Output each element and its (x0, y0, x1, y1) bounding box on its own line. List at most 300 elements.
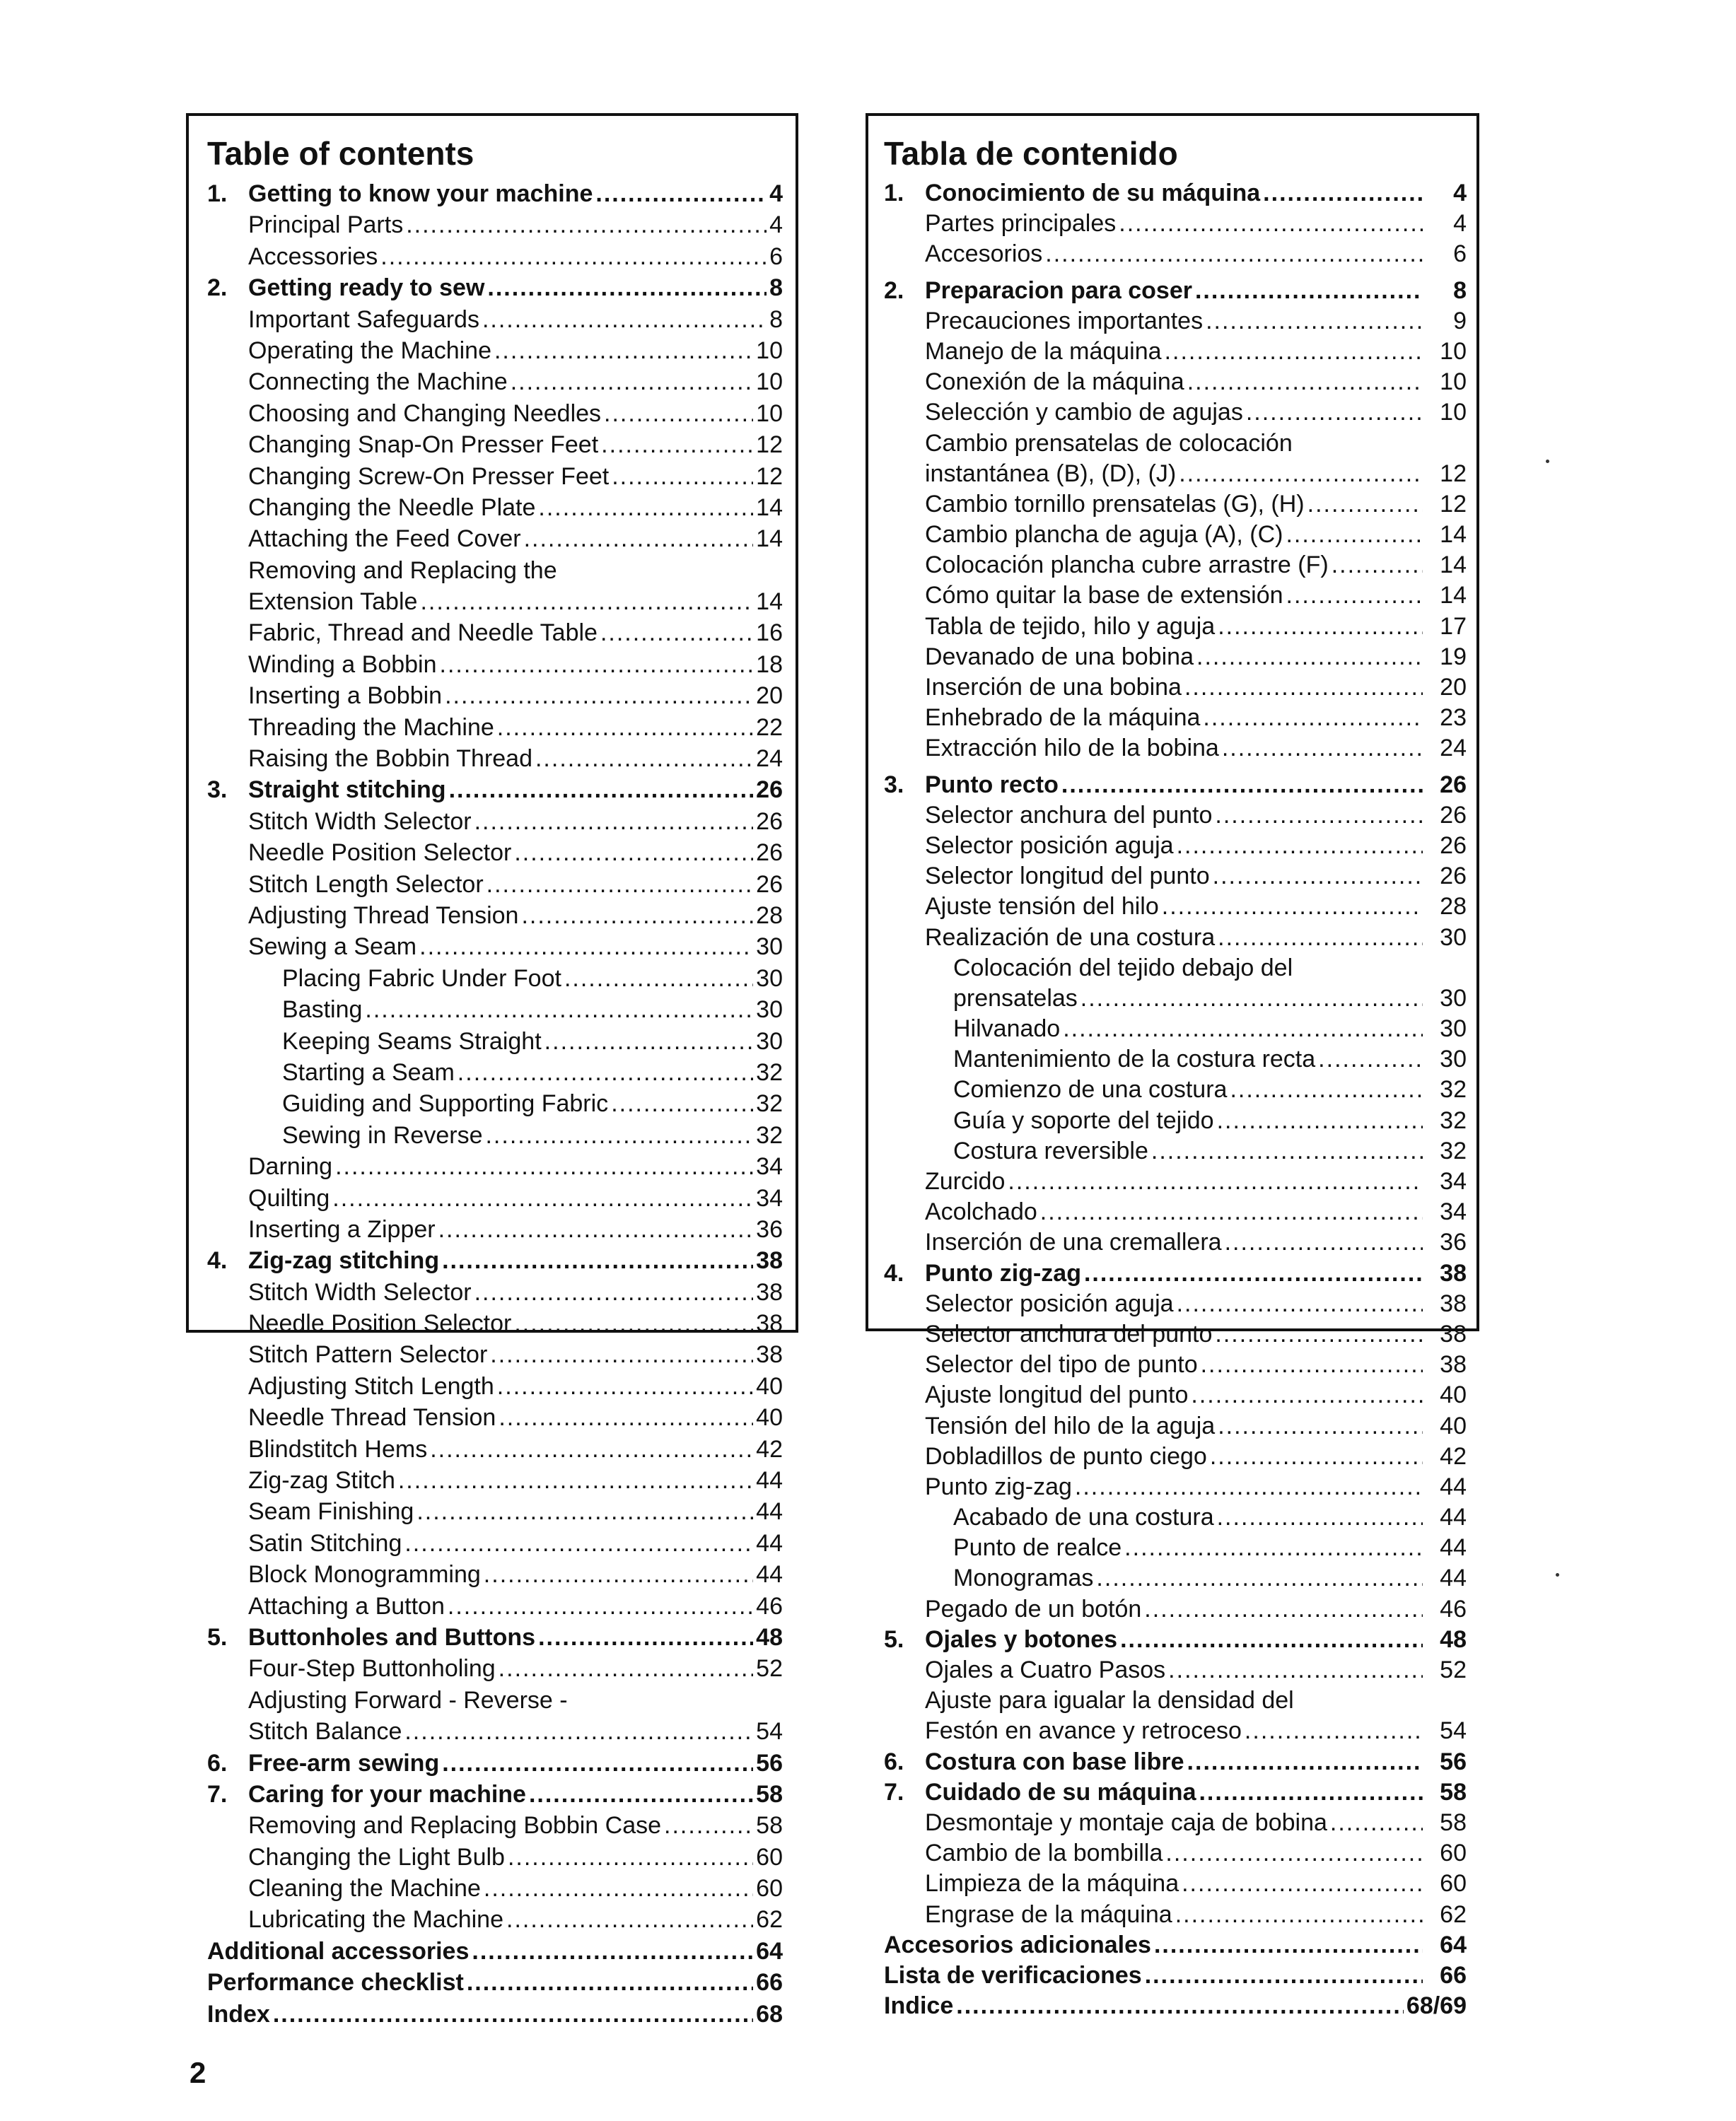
toc-entry-page: 60 (756, 1875, 783, 1903)
toc-entry-page: 58 (1440, 1809, 1467, 1836)
dot-leader (1246, 397, 1423, 428)
toc-entry (207, 712, 783, 743)
dot-leader (1165, 1838, 1423, 1869)
toc-entry (207, 743, 783, 774)
toc-entry-page: 60 (756, 1843, 783, 1871)
dot-leader (611, 1088, 753, 1119)
dot-leader (487, 272, 767, 303)
toc-entry-label: Winding a Bobbin (248, 650, 437, 678)
toc-entry-number: 3. (884, 771, 904, 798)
speck-mark (1556, 1573, 1559, 1577)
dot-leader (404, 1716, 753, 1747)
toc-entry-label: Cleaning the Machine (248, 1875, 481, 1903)
dot-leader (508, 1842, 753, 1873)
toc-entry (884, 1533, 1467, 1563)
toc-entry (884, 983, 1467, 1014)
toc-entry (207, 1183, 783, 1214)
dot-leader (404, 1528, 753, 1559)
toc-entry (207, 963, 783, 994)
dot-leader (438, 1214, 754, 1245)
toc-entry-label: Punto recto (925, 771, 1059, 798)
toc-entry-page: 38 (756, 1247, 783, 1275)
dot-leader (524, 523, 754, 554)
dot-leader (335, 1151, 753, 1182)
toc-entry-page: 52 (1440, 1657, 1467, 1683)
toc-entry-page: 26 (1440, 771, 1467, 798)
toc-section-entry (207, 178, 783, 209)
toc-entry-page: 28 (756, 901, 783, 929)
toc-entry-page: 38 (756, 1310, 783, 1338)
toc-section-entry (207, 1967, 783, 1998)
toc-entry-page: 60 (1440, 1840, 1467, 1867)
toc-entry-page: 30 (756, 964, 783, 992)
toc-entry-page: 44 (1440, 1565, 1467, 1592)
dot-leader (1330, 1808, 1423, 1838)
toc-entry-label: Placing Fabric Under Foot (282, 964, 561, 992)
toc-entry-page: 20 (1440, 674, 1467, 701)
toc-entry-page: 56 (1440, 1748, 1467, 1775)
toc-section-entry (207, 1779, 783, 1810)
toc-entry-label: Changing the Needle Plate (248, 493, 536, 521)
toc-entry-label: Selector posición aguja (925, 831, 1174, 859)
toc-entry-label: Principal Parts (248, 211, 404, 239)
toc-entry (207, 649, 783, 680)
toc-entry-label: Getting to know your machine (248, 180, 593, 207)
toc-entry (884, 337, 1467, 367)
dot-leader (538, 492, 753, 523)
toc-entry-label: Zig-zag stitching (248, 1247, 440, 1275)
toc-entry-page: 44 (1440, 1534, 1467, 1562)
toc-entry (884, 1563, 1467, 1594)
toc-section-entry (884, 1747, 1467, 1777)
toc-entry-number: 6. (207, 1749, 228, 1777)
toc-entry (207, 994, 783, 1025)
dot-leader (1230, 1075, 1423, 1105)
toc-entry (207, 1371, 783, 1402)
toc-entry-page: 32 (1440, 1076, 1467, 1104)
toc-entry-label: Dobladillos de punto ciego (925, 1442, 1207, 1470)
toc-entry-label: Lista de verificaciones (884, 1961, 1142, 1989)
dot-leader (406, 209, 767, 240)
toc-entry-page: 9 (1453, 307, 1467, 334)
dot-leader (442, 1748, 753, 1779)
toc-entry (207, 1591, 783, 1622)
toc-entry (884, 1106, 1467, 1136)
toc-section-entry (207, 1936, 783, 1967)
dot-leader (474, 1277, 754, 1308)
toc-entry (207, 1465, 783, 1496)
toc-entry-label: Buttonholes and Buttons (248, 1623, 536, 1651)
toc-entry-label: Free-arm sewing (248, 1749, 440, 1777)
toc-section-entry (884, 178, 1467, 209)
toc-entry-label: Comienzo de una costura (953, 1076, 1228, 1104)
toc-entry (884, 367, 1467, 397)
dot-leader (416, 1496, 753, 1527)
dot-leader (544, 1026, 754, 1057)
toc-entry-label: Caring for your machine (248, 1780, 526, 1808)
dot-leader (273, 1999, 753, 2030)
toc-entry-page: 38 (1440, 1351, 1467, 1379)
toc-entry (207, 1151, 783, 1182)
dot-leader (419, 931, 753, 962)
toc-entry-label: Punto zig-zag (925, 1473, 1072, 1500)
toc-entry-label: Removing and Replacing Bobbin Case (248, 1812, 662, 1840)
dot-leader (1215, 1319, 1423, 1350)
toc-entry-page: 54 (756, 1718, 783, 1746)
toc-entry-page: 26 (1440, 801, 1467, 829)
toc-entry-page: 23 (1440, 704, 1467, 732)
dot-leader (506, 1904, 753, 1935)
toc-entry-page: 10 (756, 368, 783, 396)
dot-leader (1245, 1716, 1423, 1746)
toc-entry-label: Additional accessories (207, 1937, 470, 1965)
toc-entry (884, 306, 1467, 337)
toc-entry (884, 1685, 1467, 1716)
toc-entry-label: Starting a Seam (282, 1058, 455, 1086)
toc-entry-number: 2. (884, 276, 904, 304)
dot-leader (1332, 550, 1423, 580)
toc-entry-label: Attaching the Feed Cover (248, 525, 521, 553)
toc-entry-page: 58 (756, 1812, 783, 1840)
toc-section-entry (207, 1622, 783, 1653)
dot-leader (1184, 672, 1423, 703)
toc-entry (884, 1227, 1467, 1258)
toc-entry-page: 36 (756, 1215, 783, 1243)
dot-leader (956, 1991, 1404, 2021)
toc-entry-label: Changing Snap-On Presser Feet (248, 431, 599, 459)
toc-entry-label: Acabado de una costura (953, 1504, 1214, 1531)
toc-entry-label: Sewing a Seam (248, 933, 417, 961)
dot-leader (1040, 1197, 1423, 1227)
toc-entry (884, 428, 1467, 459)
toc-entry-label: Blindstitch Hems (248, 1435, 428, 1463)
toc-list-spanish (884, 178, 1467, 2021)
toc-entry (207, 1842, 783, 1873)
toc-entry (207, 523, 783, 554)
dot-leader (482, 304, 767, 335)
toc-entry-label: Punto de realce (953, 1534, 1122, 1562)
toc-entry-label: Stitch Pattern Selector (248, 1341, 488, 1369)
toc-entry-label: Changing Screw-On Presser Feet (248, 462, 610, 490)
toc-entry-label: Block Monogramming (248, 1561, 481, 1589)
dot-leader (1218, 612, 1423, 642)
toc-entry-label: Cambio de la bombilla (925, 1840, 1163, 1867)
dot-leader (484, 1559, 753, 1590)
dot-leader (449, 774, 754, 805)
toc-entry-number: 1. (884, 180, 904, 206)
toc-entry-number: 7. (884, 1778, 904, 1806)
toc-entry-page: 19 (1440, 643, 1467, 670)
toc-entry-label: Stitch Length Selector (248, 870, 484, 898)
toc-entry (207, 806, 783, 837)
toc-entry-label: Acolchado (925, 1198, 1037, 1226)
toc-entry-label: Ajuste longitud del punto (925, 1381, 1189, 1409)
dot-leader (490, 1339, 753, 1370)
toc-entry-label: Basting (282, 996, 363, 1024)
toc-entry-page: 6 (769, 243, 783, 270)
toc-entry-label: Guía y soporte del tejido (953, 1106, 1214, 1134)
toc-entry-number: 5. (207, 1623, 228, 1651)
toc-entry-page: 46 (1440, 1595, 1467, 1623)
toc-entry (884, 459, 1467, 489)
toc-entry-page: 10 (1440, 368, 1467, 396)
toc-entry (884, 1044, 1467, 1075)
dot-leader (1210, 1442, 1423, 1472)
toc-entry-page: 58 (1440, 1778, 1467, 1806)
toc-entry-page: 34 (1440, 1198, 1467, 1226)
toc-entry-page: 62 (1440, 1900, 1467, 1928)
toc-entry-label: Tensión del hilo de la aguja (925, 1412, 1216, 1439)
toc-entry-label: Punto zig-zag (925, 1259, 1081, 1287)
toc-entry-page: 40 (756, 1372, 783, 1400)
dot-leader (1263, 178, 1423, 209)
toc-entry (884, 209, 1467, 239)
toc-entry-page: 34 (756, 1153, 783, 1181)
dot-leader (484, 1873, 753, 1904)
toc-entry-label: Inserción de una bobina (925, 674, 1182, 701)
toc-entry-page: 44 (756, 1529, 783, 1557)
toc-entry-label: Accesorios adicionales (884, 1931, 1151, 1958)
toc-entry-label: Stitch Width Selector (248, 807, 472, 835)
dot-leader (595, 178, 767, 209)
dot-leader (1217, 1502, 1423, 1533)
toc-entry (884, 550, 1467, 580)
dot-leader (445, 680, 753, 711)
toc-entry (884, 1167, 1467, 1197)
toc-entry-label: Selección y cambio de agujas (925, 399, 1243, 426)
toc-entry-label: Straight stitching (248, 776, 446, 804)
dot-leader (1045, 239, 1423, 269)
toc-entry (884, 923, 1467, 953)
toc-entry-page: 64 (1440, 1931, 1467, 1958)
toc-entry-label: Choosing and Changing Needles (248, 399, 602, 427)
dot-leader (529, 1779, 753, 1810)
toc-entry (884, 1808, 1467, 1838)
toc-entry (884, 1289, 1467, 1319)
toc-entry-page: 32 (756, 1121, 783, 1149)
toc-section-entry (884, 1258, 1467, 1289)
toc-entry (884, 397, 1467, 428)
toc-entry-label: Adjusting Thread Tension (248, 901, 519, 929)
dot-leader (1213, 861, 1423, 892)
toc-entry (207, 900, 783, 931)
toc-entry-label: Needle Position Selector (248, 839, 512, 867)
toc-entry-page: 38 (1440, 1320, 1467, 1348)
toc-entry (207, 1496, 783, 1527)
toc-entry-label: Limpieza de la máquina (925, 1870, 1179, 1898)
toc-entry-page: 26 (756, 807, 783, 835)
toc-entry (884, 1594, 1467, 1625)
toc-entry-page: 44 (1440, 1473, 1467, 1500)
toc-entry (884, 1075, 1467, 1105)
toc-entry-label: Index (207, 2000, 270, 2028)
toc-entry-page: 34 (1440, 1168, 1467, 1195)
toc-entry-page: 8 (769, 274, 783, 302)
dot-leader (430, 1434, 753, 1465)
toc-entry-label: Fabric, Thread and Needle Table (248, 619, 598, 647)
dot-leader (1179, 459, 1423, 489)
toc-entry-page: 8 (1453, 276, 1467, 304)
toc-section-entry (207, 1748, 783, 1779)
toc-entry-label: Devanado de una bobina (925, 643, 1194, 670)
toc-entry-page: 38 (1440, 1290, 1467, 1317)
toc-entry-number: 5. (884, 1625, 904, 1653)
toc-entry-label: Colocación plancha cubre arrastre (F) (925, 551, 1329, 579)
toc-entry (207, 1308, 783, 1339)
toc-entry-label: Selector anchura del punto (925, 801, 1213, 829)
toc-entry (884, 1472, 1467, 1502)
toc-entry-number: 6. (884, 1748, 904, 1775)
toc-entry-label: Four-Step Buttonholing (248, 1655, 496, 1683)
toc-entry-page: 10 (1440, 337, 1467, 365)
dot-leader (612, 461, 753, 492)
dot-leader (604, 398, 753, 429)
toc-list-english (207, 178, 783, 2030)
dot-leader (1196, 642, 1423, 672)
toc-entry-page: 66 (756, 1969, 783, 1997)
toc-entry (207, 492, 783, 523)
toc-entry (884, 1502, 1467, 1533)
dot-leader (1120, 1625, 1423, 1655)
toc-entry-page: 32 (756, 1090, 783, 1118)
toc-entry (207, 366, 783, 397)
toc-entry (884, 1442, 1467, 1472)
dot-leader (1203, 703, 1423, 733)
toc-entry-page: 30 (756, 996, 783, 1024)
toc-entry (884, 520, 1467, 550)
toc-entry (884, 672, 1467, 703)
toc-entry-number: 1. (207, 180, 228, 207)
toc-entry (207, 1528, 783, 1559)
dot-leader (1145, 1961, 1423, 1991)
dot-leader (1175, 1900, 1423, 1930)
dot-leader (1080, 983, 1423, 1014)
toc-entry-page: 4 (769, 211, 783, 239)
toc-entry (207, 304, 783, 335)
toc-entry-label: Stitch Balance (248, 1718, 402, 1746)
toc-entry-page: 38 (1440, 1259, 1467, 1287)
toc-entry (207, 586, 783, 617)
toc-entry-page: 32 (756, 1058, 783, 1086)
dot-leader (497, 1371, 753, 1402)
toc-entry-label: Performance checklist (207, 1969, 464, 1997)
dot-leader (1084, 1258, 1423, 1289)
toc-entry-page: 42 (756, 1435, 783, 1463)
toc-entry-label: Desmontaje y montaje caja de bobina (925, 1809, 1327, 1836)
toc-entry-page: 40 (1440, 1412, 1467, 1439)
toc-entry-page: 38 (756, 1278, 783, 1306)
toc-entry (207, 1339, 783, 1370)
toc-entry-page: 10 (756, 399, 783, 427)
toc-entry-label: Pegado de un botón (925, 1595, 1142, 1623)
toc-entry-page: 10 (756, 337, 783, 364)
toc-entry (884, 861, 1467, 892)
toc-section-entry (207, 1245, 783, 1276)
toc-entry-label: instantánea (B), (D), (J) (925, 460, 1177, 487)
dot-leader (1008, 1167, 1423, 1197)
toc-entry (207, 1873, 783, 1904)
toc-entry-label: Getting ready to sew (248, 274, 485, 302)
toc-entry (884, 1350, 1467, 1380)
toc-entry-label: Precauciones importantes (925, 307, 1204, 334)
toc-entry-page: 68 (756, 2000, 783, 2028)
toc-section-entry (884, 770, 1467, 800)
toc-entry-page: 38 (756, 1341, 783, 1369)
speck-mark (1546, 460, 1549, 463)
dot-leader (487, 869, 754, 900)
toc-entry-label: Manejo de la máquina (925, 337, 1162, 365)
toc-entry-label: Stitch Width Selector (248, 1278, 472, 1306)
dot-leader (1063, 1014, 1423, 1044)
toc-entry (884, 831, 1467, 861)
toc-entry-page: 48 (1440, 1625, 1467, 1653)
dot-leader (521, 900, 753, 931)
toc-entry-page: 42 (1440, 1442, 1467, 1470)
toc-entry (207, 1904, 783, 1935)
dot-leader (499, 1402, 753, 1433)
toc-entry-label: Festón en avance y retroceso (925, 1717, 1242, 1745)
toc-entry (207, 461, 783, 492)
toc-entry (207, 1810, 783, 1841)
toc-entry-label: Raising the Bobbin Thread (248, 745, 532, 773)
dot-leader (1218, 923, 1423, 953)
dot-leader (467, 1967, 753, 1998)
toc-entry (884, 1655, 1467, 1685)
toc-entry-page: 56 (756, 1749, 783, 1777)
toc-entry-page: 20 (756, 682, 783, 710)
toc-entry (207, 209, 783, 240)
toc-entry-label: Ojales y botones (925, 1625, 1118, 1653)
toc-entry-page: 12 (756, 431, 783, 459)
toc-title-spanish: Tabla de contenido (884, 135, 1178, 172)
toc-entry-page: 68/69 (1406, 1992, 1467, 2020)
toc-entry-label: Enhebrado de la máquina (925, 704, 1201, 732)
toc-section-entry (884, 1930, 1467, 1961)
toc-entry-label: Inserción de una cremallera (925, 1229, 1222, 1256)
toc-entry-page: 30 (1440, 1015, 1467, 1043)
toc-entry-page: 24 (1440, 735, 1467, 762)
toc-entry-page: 4 (1453, 210, 1467, 238)
toc-entry-page: 64 (756, 1937, 783, 1965)
toc-entry-page: 46 (756, 1592, 783, 1620)
toc-entry-label: Monogramas (953, 1565, 1094, 1592)
toc-entry-page: 30 (1440, 984, 1467, 1012)
toc-entry-label: Selector del tipo de punto (925, 1351, 1198, 1379)
toc-entry (207, 1685, 783, 1716)
toc-entry (207, 1057, 783, 1088)
toc-entry (884, 642, 1467, 672)
toc-entry-label: Satin Stitching (248, 1529, 402, 1557)
toc-entry-label: Removing and Replacing the (248, 556, 557, 584)
toc-entry-label: Ojales a Cuatro Pasos (925, 1657, 1166, 1683)
dot-leader (1218, 1411, 1423, 1442)
toc-entry (207, 1120, 783, 1151)
toc-entry-label: Adjusting Forward - Reverse - (248, 1686, 568, 1714)
dot-leader (1144, 1594, 1423, 1625)
dot-leader (332, 1183, 753, 1214)
toc-entry-page: 30 (1440, 923, 1467, 951)
dot-leader (1154, 1930, 1423, 1961)
toc-entry (207, 1653, 783, 1684)
toc-entry (884, 580, 1467, 611)
toc-entry-page: 32 (1440, 1106, 1467, 1134)
toc-entry-label: Threading the Machine (248, 713, 494, 741)
dot-leader (1162, 892, 1423, 922)
dot-leader (1318, 1044, 1423, 1075)
dot-leader (1182, 1869, 1423, 1899)
toc-entry-page: 26 (1440, 831, 1467, 859)
dot-leader (494, 335, 753, 366)
